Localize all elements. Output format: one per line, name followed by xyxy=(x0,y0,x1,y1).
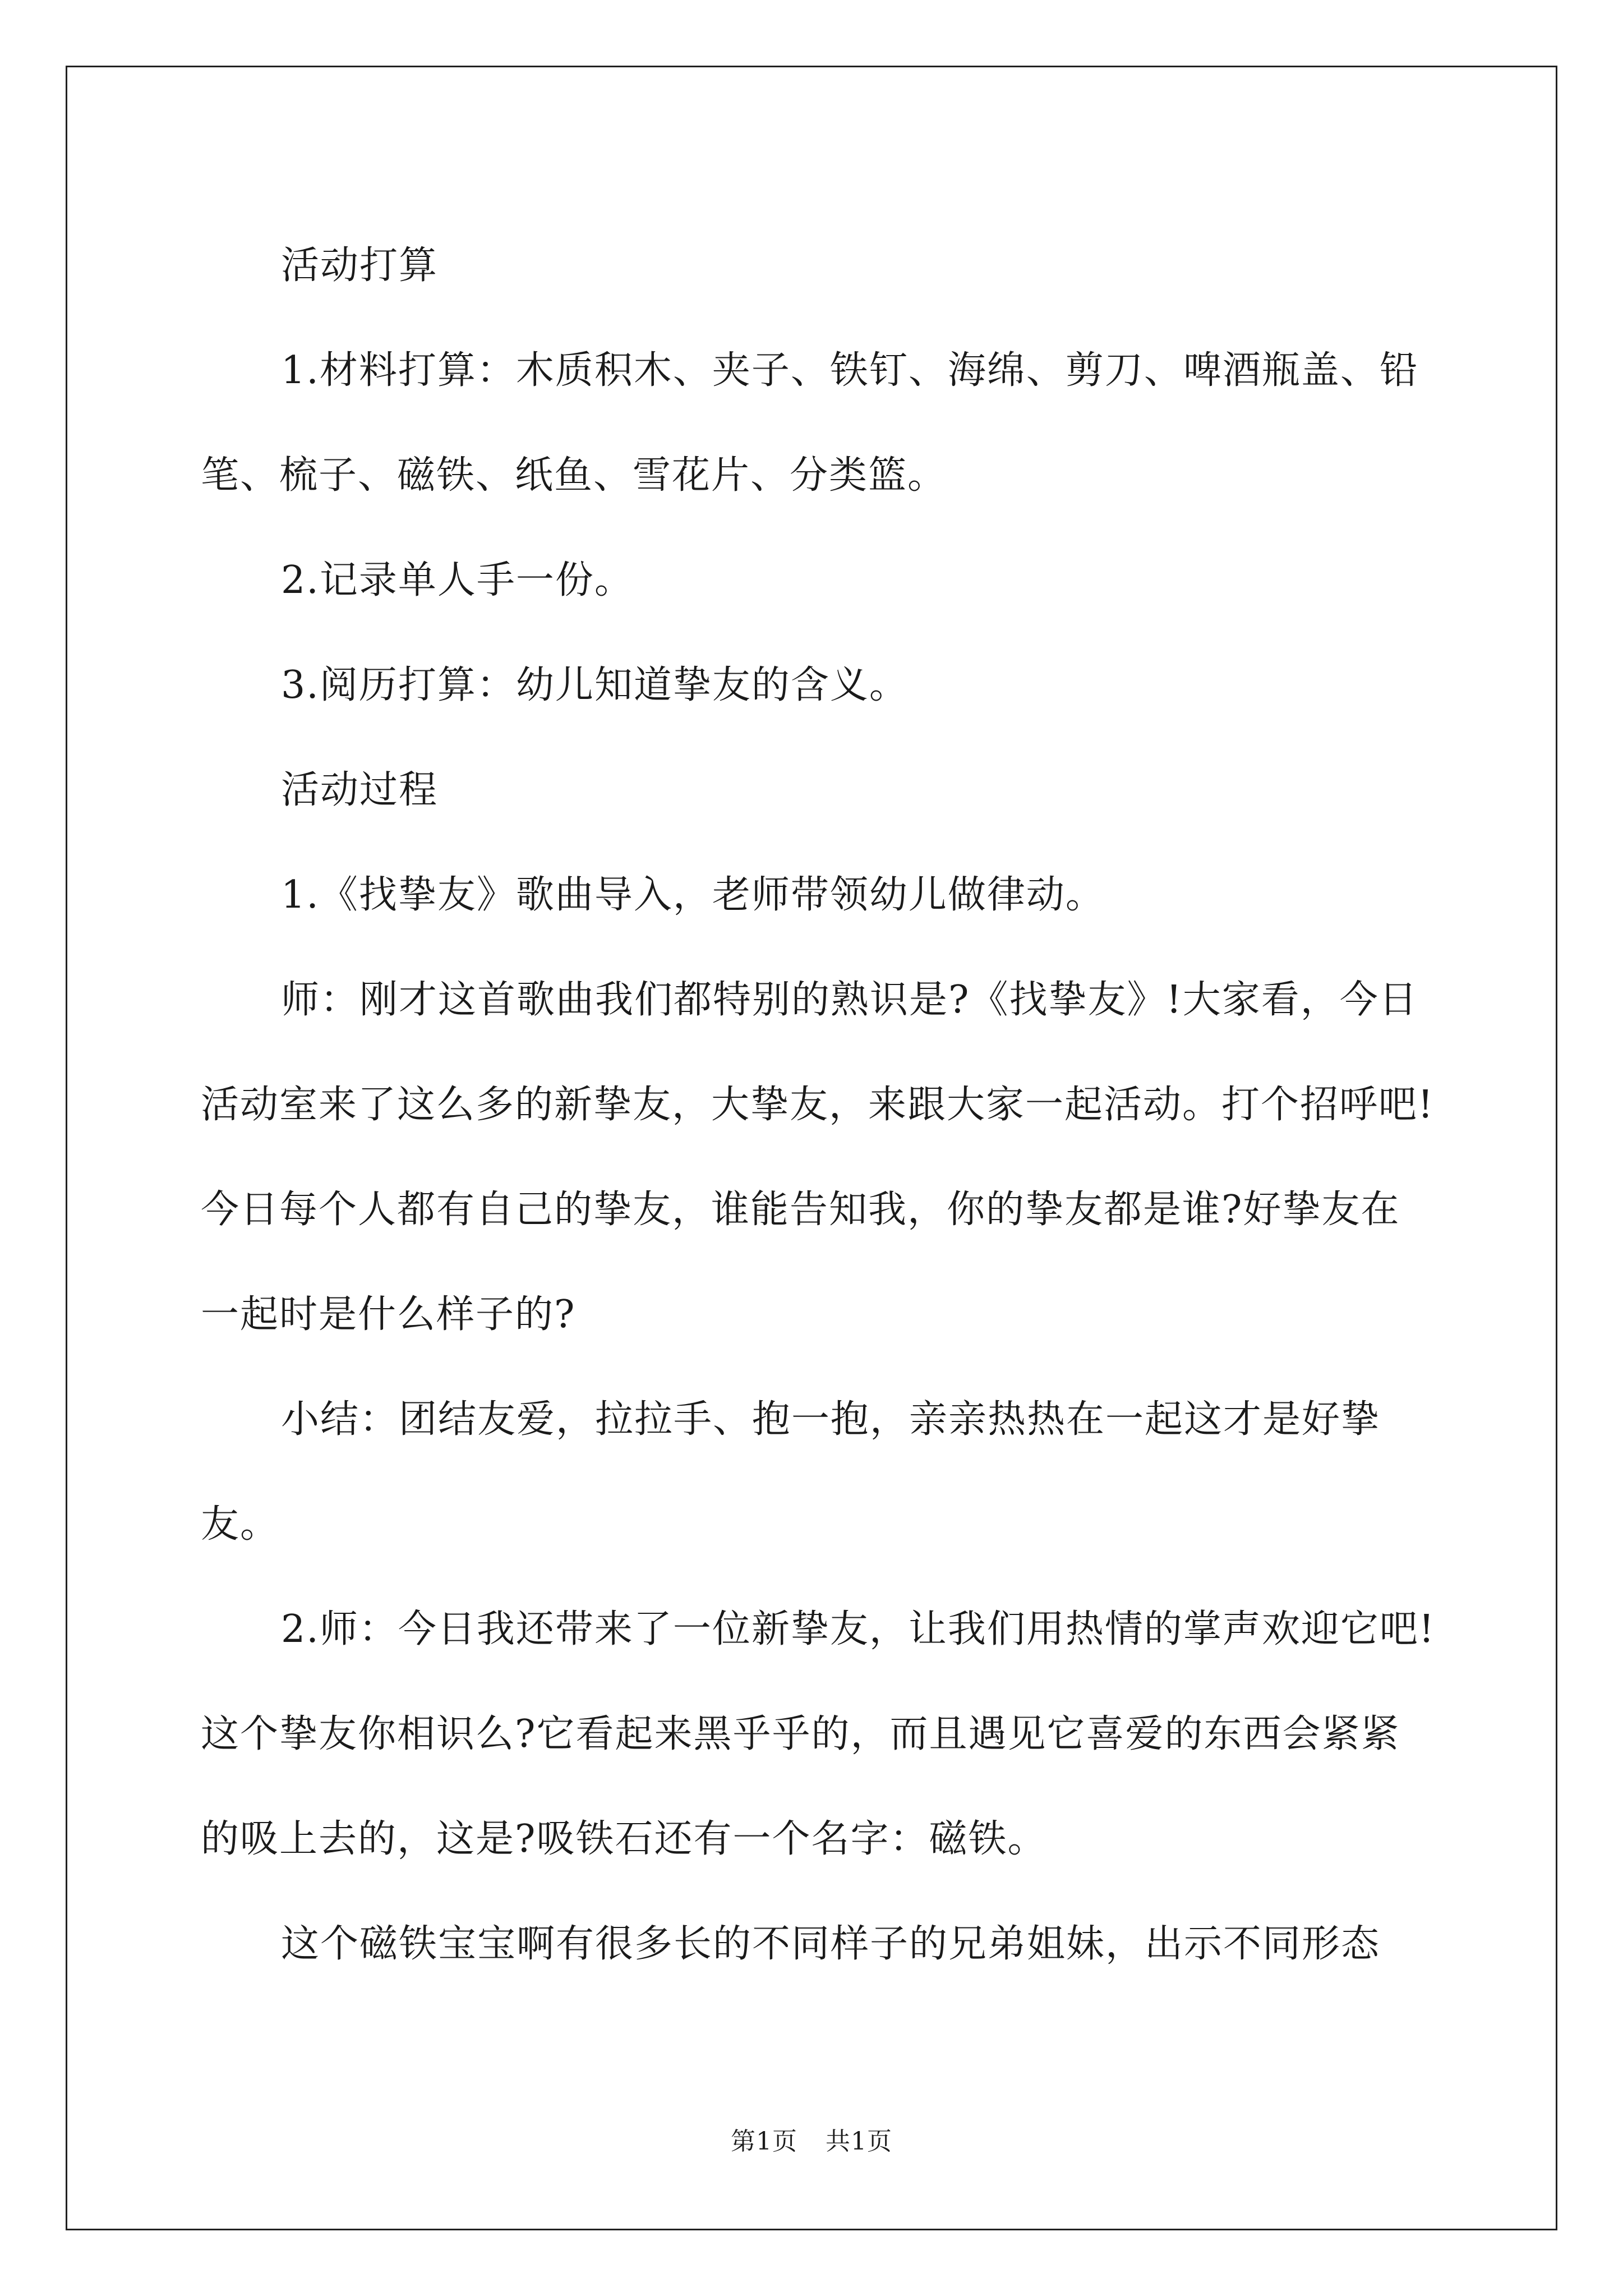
paragraph-song-intro: 1.《找挚友》歌曲导入，老师带领幼儿做律动。 xyxy=(281,873,1105,917)
page-number-current: 第1页 xyxy=(731,2127,797,2156)
paragraph-magnet-siblings: 这个磁铁宝宝啊有很多长的不同样子的兄弟姐妹，出示不同形态 xyxy=(281,1922,1381,1966)
section-heading-process: 活动过程 xyxy=(281,768,439,812)
paragraph-materials: 1.材料打算：木质积木、夹子、铁钉、海绵、剪刀、啤酒瓶盖、铅笔、梳子、磁铁、纸鱼、雪花片、分类篮。 xyxy=(201,348,1419,498)
paragraph-summary: 小结：团结友爱，拉拉手、抱一抱，亲亲热热在一起这才是好挚友。 xyxy=(201,1397,1381,1547)
paragraph-experience: 3.阅历打算：幼儿知道挚友的含义。 xyxy=(281,663,909,707)
page-number-total: 共1页 xyxy=(826,2127,892,2156)
document-body xyxy=(201,213,1438,1996)
section-heading-preparation: 活动打算 xyxy=(281,243,439,288)
paragraph-magnet-intro: 2.师：今日我还带来了一位新挚友，让我们用热情的掌声欢迎它吧!这个挚友你相识么?它看起来黑乎乎的，而且遇见它喜爱的东西会紧紧的吸上去的，这是?吸铁石还有一个名字：磁铁。 xyxy=(201,1607,1436,1861)
paragraph-teacher-dialogue: 师：刚才这首歌曲我们都特别的熟识是?《找挚友》!大家看，今日活动室来了这么多的新挚友，大挚友，来跟大家一起活动。打个招呼吧!今日每个人都有自己的挚友，谁能告知我，你的挚友都是谁?好挚友在一起时是什么样子的? xyxy=(201,978,1435,1337)
paragraph-record-sheet: 2.记录单人手一份。 xyxy=(281,558,634,602)
page-footer xyxy=(0,2125,1623,2159)
